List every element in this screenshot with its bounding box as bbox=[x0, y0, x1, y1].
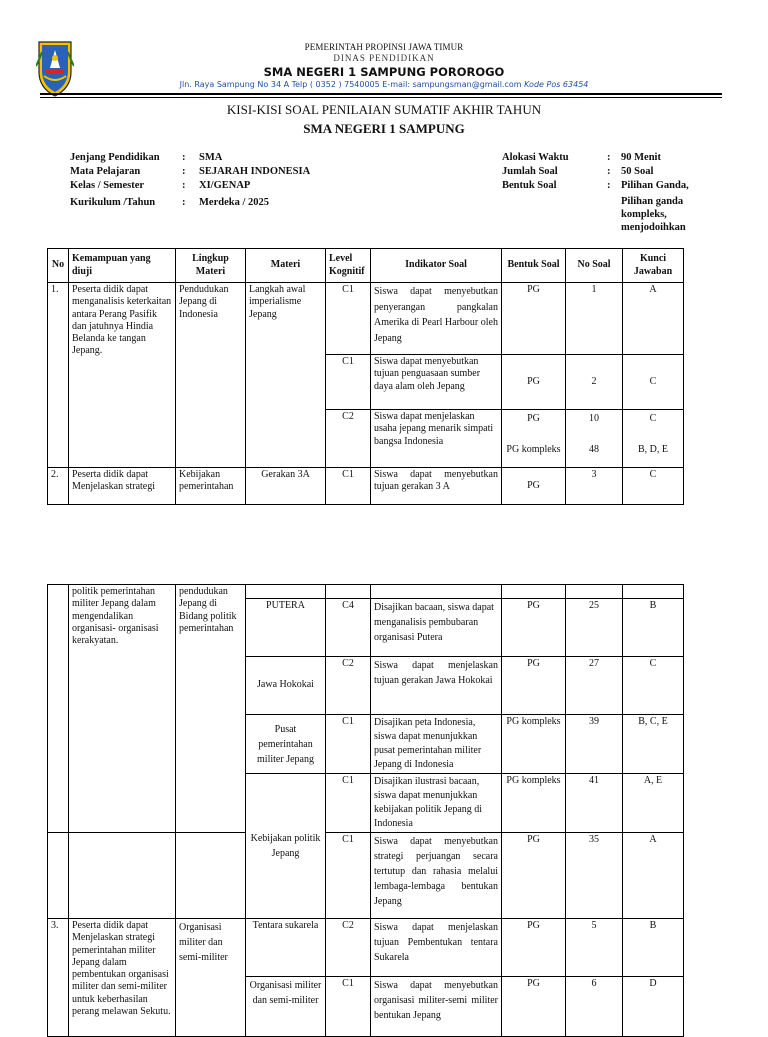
row-number bbox=[48, 833, 69, 919]
bentuk-cell: PG bbox=[502, 355, 566, 410]
indikator-cell: Siswa dapat menyebutkan penyerangan pangkalan Amerika di Pearl Harbour oleh Jepang bbox=[371, 283, 502, 355]
header-kunci: Kunci Jawaban bbox=[623, 249, 684, 283]
indikator-cell: Siswa dapat menyebutkan tujuan gerakan 3 A bbox=[371, 468, 502, 505]
info-label-bentuk: Bentuk Soal bbox=[502, 180, 557, 191]
indikator-cell: Siswa dapat menjelaskan tujuan gerakan Jawa Hokokai bbox=[371, 657, 502, 715]
kunci-cell: C bbox=[623, 355, 684, 410]
indikator-cell: Disajikan bacaan, siswa dapat menganalisis pembubaran organisasi Putera bbox=[371, 599, 502, 657]
info-colon: : bbox=[182, 166, 186, 177]
info-colon: : bbox=[182, 197, 186, 208]
letterhead-government: PEMERINTAH PROPINSI JAWA TIMUR bbox=[304, 42, 464, 52]
kemampuan-cell: politik pemerintahan militer Jepang dalam mengendalikan organisasi- organisasi kerakyatan. bbox=[69, 585, 176, 833]
table-header-row bbox=[48, 249, 684, 283]
nosoal-cell: 6 bbox=[566, 977, 623, 1037]
info-value-bentuk: Pilihan Ganda, bbox=[621, 180, 689, 191]
level-cell: C1 bbox=[326, 355, 371, 410]
bentuk-cell: PG bbox=[502, 468, 566, 505]
level-cell: C2 bbox=[326, 657, 371, 715]
level-cell: C2 bbox=[326, 919, 371, 977]
kunci-cell: C bbox=[623, 657, 684, 715]
materi-cell: Jawa Hokokai bbox=[246, 657, 326, 715]
nosoal-cell: 5 bbox=[566, 919, 623, 977]
kunci-cell: A, E bbox=[623, 774, 684, 833]
indikator-cell: Siswa dapat menyebutkan tujuan penguasaan sumber daya alam oleh Jepang bbox=[371, 355, 502, 410]
lingkup-cell bbox=[176, 833, 246, 919]
info-label-jenjang: Jenjang Pendidikan bbox=[70, 152, 160, 163]
letterhead-school-name: SMA NEGERI 1 SAMPUNG POROROGO bbox=[263, 65, 505, 79]
table-row bbox=[48, 585, 684, 599]
indikator-cell: Siswa dapat menjelaskan usaha jepang menarik simpati bangsa Indonesia bbox=[371, 410, 502, 468]
kunci-cell: B bbox=[623, 919, 684, 977]
level-cell: C1 bbox=[326, 774, 371, 833]
header-kemampuan: Kemampuan yang diuji bbox=[69, 249, 176, 283]
bentuk-cell: PG kompleks bbox=[502, 715, 566, 774]
nosoal-cell: 35 bbox=[566, 833, 623, 919]
kunci-cell: A bbox=[623, 833, 684, 919]
nosoal-cell: 3 bbox=[566, 468, 623, 505]
kemampuan-cell: Peserta didik dapat menganalisis keterkaitan antara Perang Pasifik dan jatuhnya Hindia Belanda ke tangan Jepang. bbox=[69, 283, 176, 468]
materi-cell: Pusat pemerintahan militer Jepang bbox=[246, 715, 326, 774]
nosoal-cell: 25 bbox=[566, 599, 623, 657]
kemampuan-cell bbox=[69, 833, 176, 919]
document-subtitle: SMA NEGERI 1 SAMPUNG bbox=[303, 121, 465, 136]
info-value-kelas: XI/GENAP bbox=[199, 180, 251, 191]
bentuk-cell bbox=[502, 410, 566, 468]
table-row bbox=[48, 833, 684, 919]
bentuk-cell: PG kompleks bbox=[502, 774, 566, 833]
info-value-kurikulum: Merdeka / 2025 bbox=[199, 197, 269, 208]
nosoal-cell: 27 bbox=[566, 657, 623, 715]
kemampuan-cell: Peserta didik dapat Menjelaskan strategi pemerintahan militer Jepang dalam pembentukan organisasi militer dan semi-militer untuk keberhasilan perang melawan Sekutu. bbox=[69, 919, 176, 1037]
lingkup-cell: Pendudukan Jepang di Indonesia bbox=[176, 283, 246, 468]
kunci-cell: C bbox=[623, 468, 684, 505]
kunci-cell: D bbox=[623, 977, 684, 1037]
nosoal-cell bbox=[566, 585, 623, 599]
bentuk-cell: PG bbox=[502, 919, 566, 977]
info-label-kelas: Kelas / Semester bbox=[70, 180, 145, 191]
postal-code: Kode Pos 63454 bbox=[524, 80, 589, 89]
info-colon: : bbox=[607, 166, 611, 177]
materi-cell bbox=[246, 585, 326, 599]
nosoal-cell: 41 bbox=[566, 774, 623, 833]
indikator-cell: Siswa dapat menjelaskan tujuan Pembentukan tentara Sukarela bbox=[371, 919, 502, 977]
table-row bbox=[48, 919, 684, 977]
indikator-cell: Siswa dapat menyebutkan strategi perjuangan secara tertutup dan rahasia melalui lembaga-lembaga bentukan Jepang bbox=[371, 833, 502, 919]
info-value-jumlah: 50 Soal bbox=[621, 166, 654, 177]
kisi-table-page1 bbox=[47, 248, 684, 505]
row-number: 2. bbox=[48, 468, 69, 505]
bentuk-cell: PG bbox=[502, 657, 566, 715]
nosoal-value: 10 bbox=[589, 413, 599, 424]
level-cell: C1 bbox=[326, 833, 371, 919]
kunci-cell bbox=[623, 585, 684, 599]
bentuk-value: PG kompleks bbox=[506, 444, 561, 456]
level-cell: C2 bbox=[326, 410, 371, 468]
nosoal-value: 48 bbox=[589, 444, 599, 456]
info-value-jenjang: SMA bbox=[199, 152, 223, 163]
lingkup-cell: pendudukan Jepang di Bidang politik pemerintahan bbox=[176, 585, 246, 833]
info-value-bentuk-cont: kompleks, bbox=[621, 209, 667, 220]
table-row bbox=[48, 468, 684, 505]
indikator-cell bbox=[371, 585, 502, 599]
bentuk-value: PG bbox=[527, 413, 540, 424]
info-label-mapel: Mata Pelajaran bbox=[70, 166, 141, 177]
nosoal-cell: 2 bbox=[566, 355, 623, 410]
info-colon: : bbox=[182, 152, 186, 163]
level-cell: C4 bbox=[326, 599, 371, 657]
materi-cell: Organisasi militer dan semi-militer bbox=[246, 977, 326, 1037]
address-text: Jln. Raya Sampung No 34 A Telp ( 0352 ) 7540005 E-mail: sampungsman@gmail.com bbox=[179, 80, 522, 89]
level-cell: C1 bbox=[326, 283, 371, 355]
header-nosoal: No Soal bbox=[566, 249, 623, 283]
indikator-cell: Disajikan peta Indonesia, siswa dapat menunjukkan pusat pemerintahan militer Jepang di Indonesia bbox=[371, 715, 502, 774]
indikator-cell: Siswa dapat menyebutkan organisasi militer-semi militer bentukan Jepang bbox=[371, 977, 502, 1037]
kunci-cell: B bbox=[623, 599, 684, 657]
info-value-alokasi: 90 Menit bbox=[621, 152, 661, 163]
kunci-cell: A bbox=[623, 283, 684, 355]
row-number bbox=[48, 585, 69, 833]
bentuk-cell: PG bbox=[502, 833, 566, 919]
nosoal-cell bbox=[566, 410, 623, 468]
kunci-cell: B, C, E bbox=[623, 715, 684, 774]
bentuk-cell: PG bbox=[502, 977, 566, 1037]
table-row bbox=[48, 283, 684, 355]
kemampuan-cell: Peserta didik dapat Menjelaskan strategi bbox=[69, 468, 176, 505]
level-cell: C1 bbox=[326, 715, 371, 774]
header-bentuk: Bentuk Soal bbox=[502, 249, 566, 283]
level-cell bbox=[326, 585, 371, 599]
materi-cell: Langkah awal imperialisme Jepang bbox=[246, 283, 326, 468]
level-cell: C1 bbox=[326, 977, 371, 1037]
materi-cell: Tentara sukarela bbox=[246, 919, 326, 977]
document-title: KISI-KISI SOAL PENILAIAN SUMATIF AKHIR TAHUN bbox=[226, 102, 542, 117]
info-label-alokasi: Alokasi Waktu bbox=[502, 152, 569, 163]
kunci-cell bbox=[623, 410, 684, 468]
materi-cell: Kebijakan politik Jepang bbox=[246, 774, 326, 919]
row-number: 1. bbox=[48, 283, 69, 468]
kunci-value: C bbox=[649, 413, 657, 424]
bentuk-cell: PG bbox=[502, 283, 566, 355]
info-colon: : bbox=[182, 180, 186, 191]
letterhead-rule bbox=[40, 93, 722, 95]
indikator-cell: Disajikan ilustrasi bacaan, siswa dapat menunjukkan kebijakan politik Jepang di Indonesia bbox=[371, 774, 502, 833]
materi-cell: PUTERA bbox=[246, 599, 326, 657]
nosoal-cell: 39 bbox=[566, 715, 623, 774]
level-cell: C1 bbox=[326, 468, 371, 505]
info-colon: : bbox=[607, 180, 611, 191]
info-value-mapel: SEJARAH INDONESIA bbox=[199, 166, 311, 177]
lingkup-cell: Organisasi militer dan semi-militer bbox=[176, 919, 246, 1037]
info-value-bentuk-cont: menjodoihkan bbox=[621, 222, 686, 233]
header-materi: Materi bbox=[246, 249, 326, 283]
info-colon: : bbox=[607, 152, 611, 163]
materi-cell: Gerakan 3A bbox=[246, 468, 326, 505]
letterhead-address bbox=[0, 80, 768, 89]
header-lingkup: Lingkup Materi bbox=[176, 249, 246, 283]
lingkup-cell: Kebijakan pemerintahan bbox=[176, 468, 246, 505]
kunci-value: B, D, E bbox=[638, 444, 668, 456]
nosoal-cell: 1 bbox=[566, 283, 623, 355]
letterhead-rule-thin bbox=[40, 97, 722, 98]
kisi-table-page2 bbox=[47, 584, 684, 1037]
header-indikator: Indikator Soal bbox=[371, 249, 502, 283]
bentuk-cell: PG bbox=[502, 599, 566, 657]
info-label-kurikulum: Kurikulum /Tahun bbox=[70, 197, 156, 208]
header-level: Level Kognitif bbox=[326, 249, 371, 283]
info-value-bentuk-cont: Pilihan ganda bbox=[621, 196, 684, 207]
row-number: 3. bbox=[48, 919, 69, 1037]
bentuk-cell bbox=[502, 585, 566, 599]
info-label-jumlah: Jumlah Soal bbox=[502, 166, 558, 177]
letterhead-department: DINAS PENDIDIKAN bbox=[333, 53, 435, 63]
header-no: No bbox=[48, 249, 69, 283]
